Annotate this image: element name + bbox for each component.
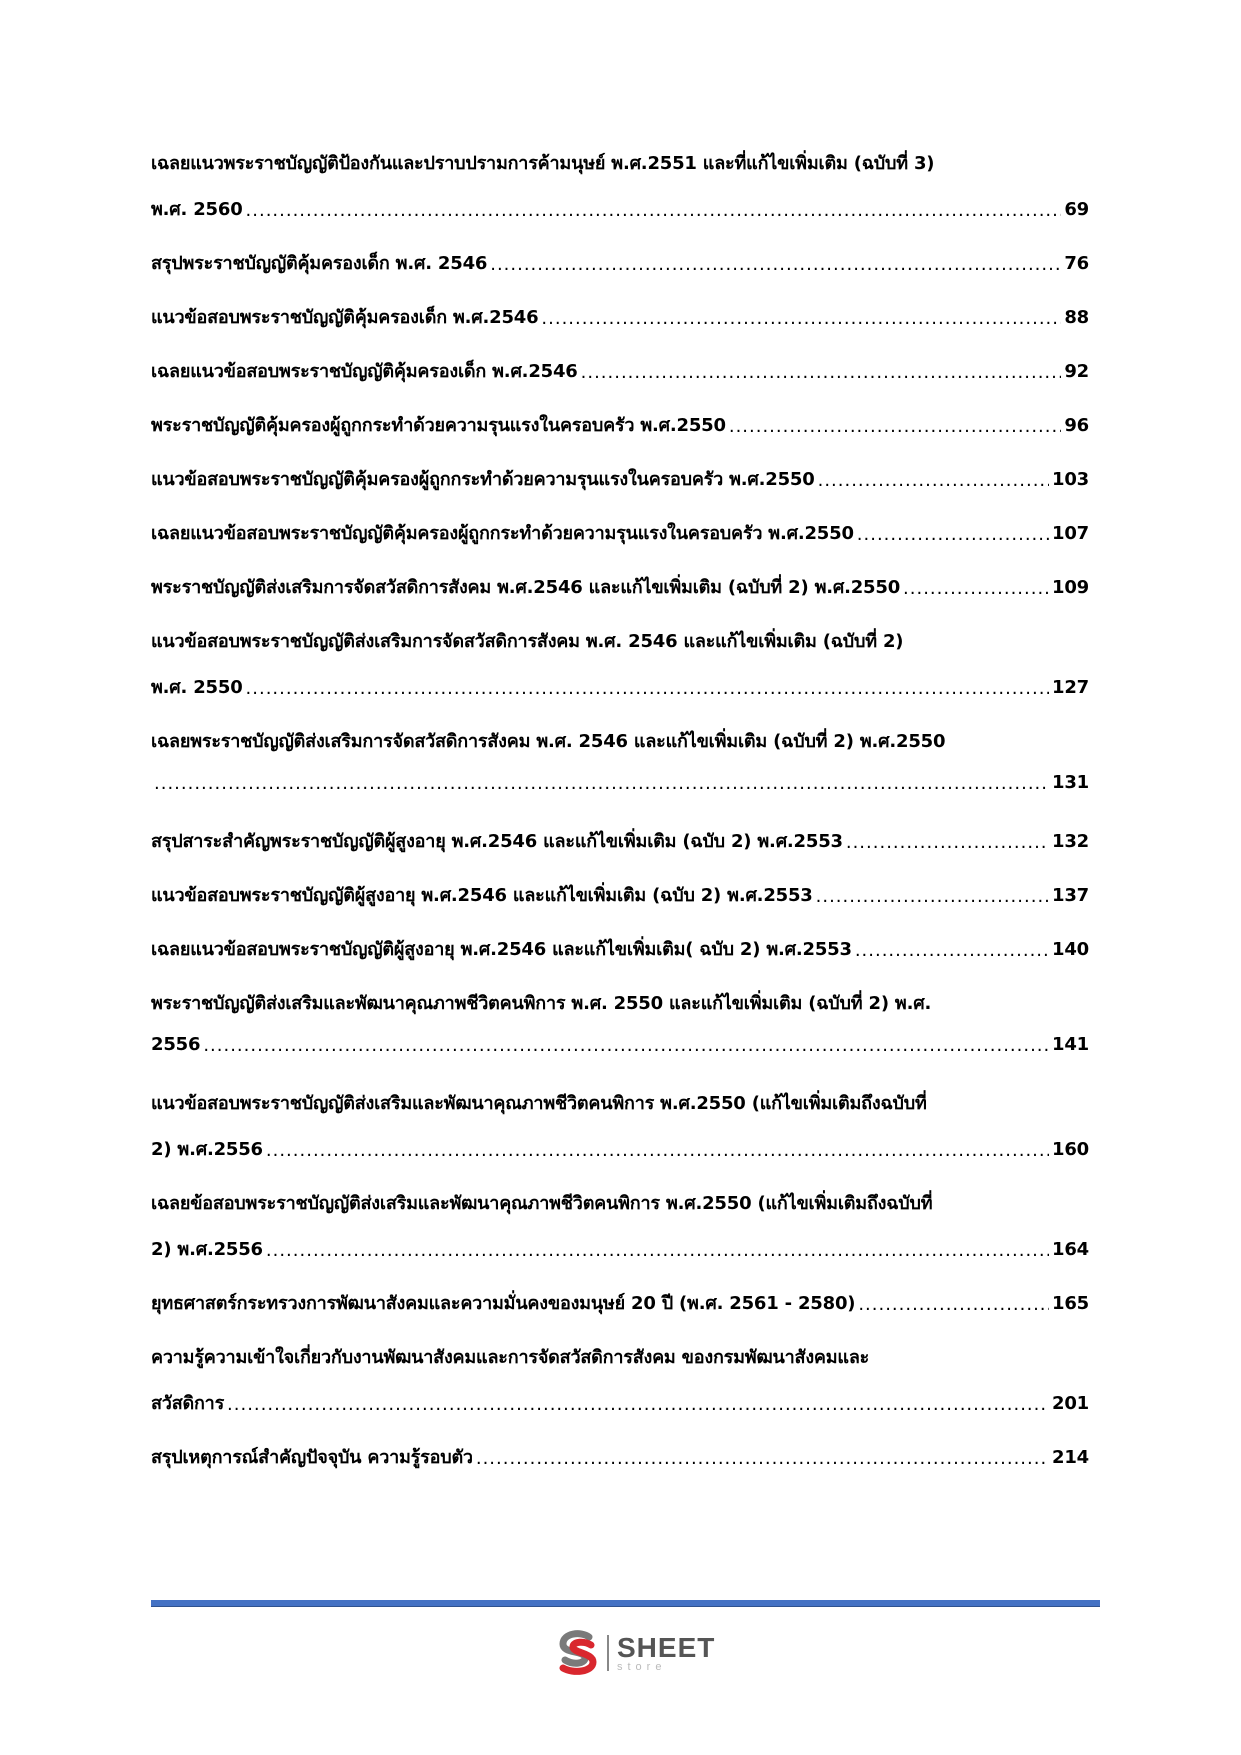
toc-dot-leader [246, 678, 1049, 696]
toc-entry-title: พระราชบัญญัติคุ้มครองผู้ถูกกระทำด้วยความรุนแรงในครอบครัว พ.ศ.2550 [151, 415, 726, 436]
logo-wordmark [617, 1631, 716, 1673]
toc-dot-leader [154, 773, 1049, 791]
toc-page-number: 96 [1064, 415, 1089, 436]
toc-dot-leader [490, 254, 1061, 272]
toc-page-number: 76 [1064, 253, 1089, 274]
toc-dot-leader [857, 524, 1049, 542]
toc-entry-title: 2556 [151, 1034, 201, 1055]
toc-entry-title: สวัสดิการ [151, 1393, 225, 1414]
toc-entry-line [151, 672, 1089, 701]
toc-dot-leader [266, 1140, 1049, 1158]
toc-entry-title: สรุปพระราชบัญญัติคุ้มครองเด็ก พ.ศ. 2546 [151, 253, 488, 274]
toc-dot-leader [203, 1035, 1049, 1053]
toc-entry-line [151, 934, 1089, 963]
toc-dot-leader [816, 886, 1049, 904]
toc-entry-title: แนวข้อสอบพระราชบัญญัติผู้สูงอายุ พ.ศ.2546 และแก้ไขเพิ่มเติม (ฉบับ 2) พ.ศ.2553 [151, 885, 813, 906]
logo-divider [607, 1635, 609, 1671]
toc-entry-line [151, 356, 1089, 385]
toc-entry-title-line: เฉลยพระราชบัญญัติส่งเสริมการจัดสวัสดิการสังคม พ.ศ. 2546 และแก้ไขเพิ่มเติม (ฉบับที่ 2) พ.ศ.2550 [151, 731, 946, 752]
sheet-store-logo [551, 1625, 721, 1681]
toc-dot-leader [246, 200, 1062, 218]
toc-entry-line [151, 826, 1089, 855]
toc-dot-leader [476, 1448, 1049, 1466]
logo-subword: store [617, 1660, 667, 1673]
toc-entry-line [151, 1442, 1089, 1471]
toc-page-number: 132 [1052, 831, 1089, 852]
toc-entry-line [151, 1288, 1089, 1317]
toc-page-number: 109 [1052, 577, 1089, 598]
toc-entry-title-line: ความรู้ความเข้าใจเกี่ยวกับงานพัฒนาสังคมและการจัดสวัสดิการสังคม ของกรมพัฒนาสังคมและ [151, 1347, 870, 1368]
toc-dot-leader [903, 578, 1049, 596]
toc-entry-line [151, 410, 1089, 439]
toc-entry-line [151, 1388, 1089, 1417]
toc-entry-title-line: แนวข้อสอบพระราชบัญญัติส่งเสริมและพัฒนาคุณภาพชีวิตคนพิการ พ.ศ.2550 (แก้ไขเพิ่มเติมถึงฉบับที่ [151, 1093, 927, 1114]
toc-page-number: 92 [1064, 361, 1089, 382]
toc-entry-line [151, 248, 1089, 277]
toc-entry-line [151, 518, 1089, 547]
toc-entry-title: 2) พ.ศ.2556 [151, 1239, 263, 1260]
toc-entry-line [151, 1234, 1089, 1263]
footer-rule [151, 1600, 1100, 1607]
toc-entry-title: แนวข้อสอบพระราชบัญญัติคุ้มครองเด็ก พ.ศ.2546 [151, 307, 539, 328]
toc-page-number: 160 [1052, 1139, 1089, 1160]
toc-entry-title: 2) พ.ศ.2556 [151, 1139, 263, 1160]
toc-entry-line [151, 1134, 1089, 1163]
toc-entry-line [151, 1034, 1089, 1055]
toc-entry-title: สรุปเหตุการณ์สำคัญปัจจุบัน ความรู้รอบตัว [151, 1447, 473, 1468]
toc-entry-title: เฉลยแนวข้อสอบพระราชบัญญัติผู้สูงอายุ พ.ศ.2546 และแก้ไขเพิ่มเติม( ฉบับ 2) พ.ศ.2553 [151, 939, 852, 960]
toc-entry-line [151, 302, 1089, 331]
toc-page-number: 88 [1064, 307, 1089, 328]
toc-dot-leader [581, 362, 1062, 380]
toc-entry-title-line: แนวข้อสอบพระราชบัญญัติส่งเสริมการจัดสวัสดิการสังคม พ.ศ. 2546 และแก้ไขเพิ่มเติม (ฉบับที่ 2) [151, 631, 904, 652]
toc-page-number: 165 [1052, 1293, 1089, 1314]
toc-page-number: 214 [1052, 1447, 1089, 1468]
toc-entry-title-line: เฉลยแนวพระราชบัญญัติป้องกันและปราบปรามการค้ามนุษย์ พ.ศ.2551 และที่แก้ไขเพิ่มเติม (ฉบับที่ 3) [151, 153, 935, 174]
toc-page-number: 127 [1052, 677, 1089, 698]
toc-dot-leader [266, 1240, 1049, 1258]
toc-dot-leader [846, 832, 1049, 850]
toc-page-number: 201 [1052, 1393, 1089, 1414]
toc-entry-title-line: เฉลยข้อสอบพระราชบัญญัติส่งเสริมและพัฒนาคุณภาพชีวิตคนพิการ พ.ศ.2550 (แก้ไขเพิ่มเติมถึงฉบับที่ [151, 1193, 933, 1214]
toc-entry-title: พระราชบัญญัติส่งเสริมการจัดสวัสดิการสังคม พ.ศ.2546 และแก้ไขเพิ่มเติม (ฉบับที่ 2) พ.ศ.2550 [151, 577, 901, 598]
toc-entry-line [151, 880, 1089, 909]
toc-page-number: 131 [1052, 772, 1089, 793]
toc-page-number: 137 [1052, 885, 1089, 906]
toc-dot-leader [858, 1294, 1049, 1312]
toc-dot-leader [541, 308, 1061, 326]
toc-page-number: 103 [1052, 469, 1089, 490]
toc-page-number: 164 [1052, 1239, 1089, 1260]
toc-entry-line [151, 194, 1089, 223]
toc-dot-leader [729, 416, 1062, 434]
toc-dot-leader [855, 940, 1049, 958]
sheet-store-logo-icon [551, 1627, 603, 1679]
toc-page-number: 107 [1052, 523, 1089, 544]
toc-entry-title-line: พระราชบัญญัติส่งเสริมและพัฒนาคุณภาพชีวิตคนพิการ พ.ศ. 2550 และแก้ไขเพิ่มเติม (ฉบับที่ 2) พ.ศ. [151, 993, 932, 1014]
toc-dot-leader [227, 1394, 1049, 1412]
toc-dot-leader [818, 470, 1049, 488]
toc-entry-title: พ.ศ. 2550 [151, 677, 243, 698]
toc-entry-line [151, 772, 1089, 793]
toc-entry-line [151, 572, 1089, 601]
toc-entry-title: พ.ศ. 2560 [151, 199, 243, 220]
toc-entry-title: เฉลยแนวข้อสอบพระราชบัญญัติคุ้มครองเด็ก พ.ศ.2546 [151, 361, 578, 382]
toc-entry-title: แนวข้อสอบพระราชบัญญัติคุ้มครองผู้ถูกกระทำด้วยความรุนแรงในครอบครัว พ.ศ.2550 [151, 469, 815, 490]
toc-entry-title: ยุทธศาสตร์กระทรวงการพัฒนาสังคมและความมั่นคงของมนุษย์ 20 ปี (พ.ศ. 2561 - 2580) [151, 1293, 856, 1314]
toc-entry-title: สรุปสาระสำคัญพระราชบัญญัติผู้สูงอายุ พ.ศ.2546 และแก้ไขเพิ่มเติม (ฉบับ 2) พ.ศ.2553 [151, 831, 843, 852]
toc-page-number: 141 [1052, 1034, 1089, 1055]
toc-entry-line [151, 464, 1089, 493]
toc-page-number: 140 [1052, 939, 1089, 960]
toc-entry-title: เฉลยแนวข้อสอบพระราชบัญญัติคุ้มครองผู้ถูกกระทำด้วยความรุนแรงในครอบครัว พ.ศ.2550 [151, 523, 854, 544]
logo-word: SHEET [617, 1631, 716, 1663]
toc-page-number: 69 [1064, 199, 1089, 220]
